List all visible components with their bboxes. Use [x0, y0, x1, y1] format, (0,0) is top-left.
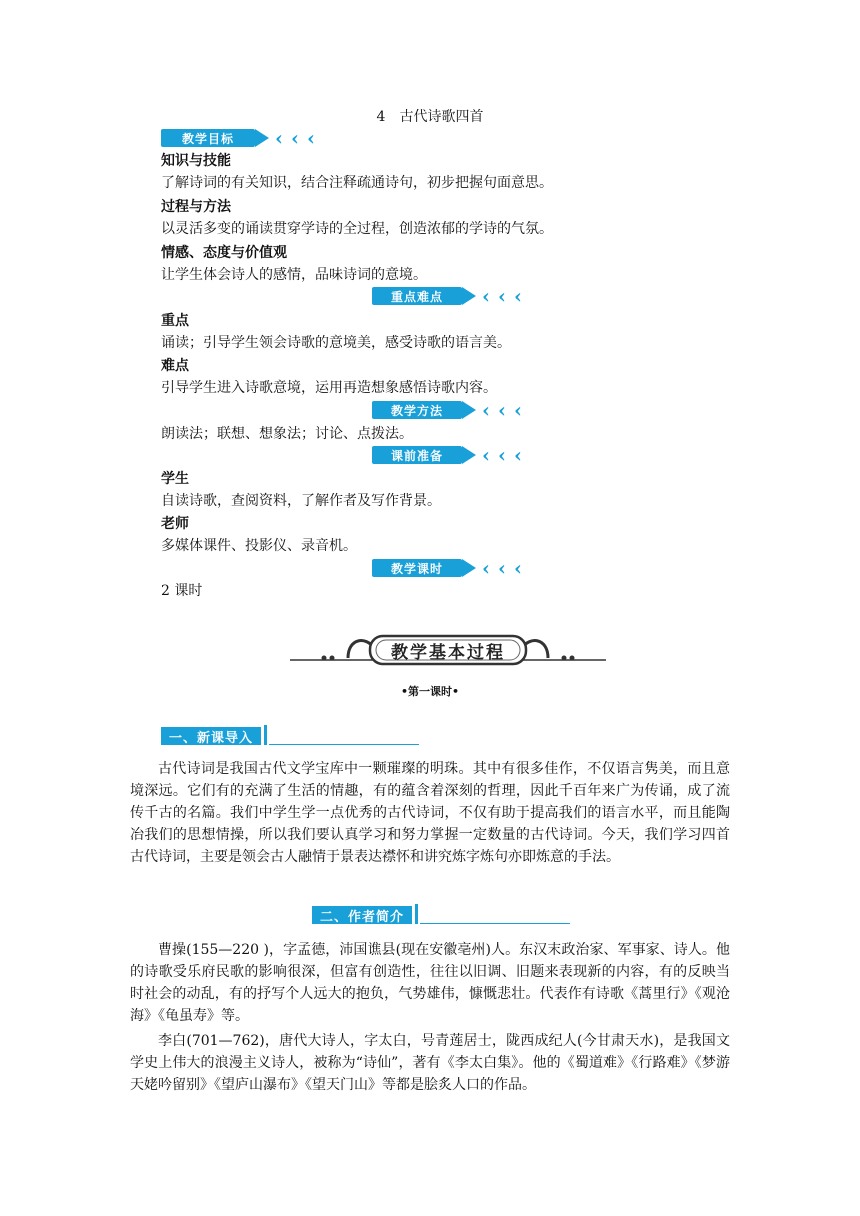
banner-goals	[161, 128, 323, 148]
text-difficulty: 引导学生进入诗歌意境，运用再造想象感悟诗歌内容。	[161, 380, 497, 396]
banner-hours-label: 教学课时	[372, 559, 462, 577]
chevron-icons	[482, 284, 530, 308]
chevron-left-icon: ‹	[514, 398, 522, 422]
lesson-title: 4 古代诗歌四首	[376, 109, 484, 125]
chevron-icons	[275, 126, 323, 150]
process-title-text: 教学基本过程	[391, 642, 505, 663]
section-author-heading	[312, 904, 570, 924]
text-key: 诵读；引导学生领会诗歌的意境美，感受诗歌的语言美。	[161, 335, 511, 351]
subhead-key: 重点	[161, 313, 189, 329]
chevron-left-icon: ‹	[514, 443, 522, 467]
intro-paragraph: 古代诗词是我国古代文学宝库中一颗璀璨的明珠。其中有很多佳作，不仅语言隽美，而且意境深远。它们有的充满了生活的情趣，有的蕴含着深刻的哲理，因此千百年来广为传诵，成了流传千古的名篇。我们中学生学一点优秀的古代诗词，不仅有助于提高我们的语言水平，而且能陶冶我们的思想情操，所以我们要认真学习和努力掌握一定数量的古代诗词。今天，我们学习四首古代诗词，主要是领会古人融情于景表达襟怀和讲究炼字炼句亦即炼意的手法。	[130, 761, 730, 865]
chevron-left-icon: ‹	[482, 556, 490, 580]
subhead-emotion: 情感、态度与价值观	[161, 245, 287, 261]
lesson-label: •第一课时•	[400, 685, 460, 698]
subhead-knowledge: 知识与技能	[161, 153, 231, 169]
chevron-left-icon: ‹	[482, 443, 490, 467]
chevron-left-icon: ‹	[291, 126, 299, 150]
chevron-left-icon: ‹	[307, 126, 315, 150]
banner-goals-label: 教学目标	[161, 129, 255, 147]
subhead-teacher: 老师	[161, 516, 189, 532]
banner-methods-label: 教学方法	[372, 401, 462, 419]
section-underline	[420, 923, 570, 924]
section-bar	[264, 725, 267, 745]
section-author-label: 二、作者简介	[312, 906, 412, 924]
chevron-left-icon: ‹	[498, 398, 506, 422]
text-teacher: 多媒体课件、投影仪、录音机。	[161, 538, 357, 554]
text-student: 自读诗歌，查阅资料，了解作者及写作背景。	[161, 493, 441, 509]
section-intro-label: 一、新课导入	[161, 727, 261, 745]
chevron-left-icon: ‹	[498, 556, 506, 580]
text-process: 以灵活多变的诵读贯穿学诗的全过程，创造浓郁的学诗的气氛。	[161, 221, 553, 237]
process-title-banner	[290, 628, 606, 672]
section-underline	[269, 744, 419, 745]
banner-methods	[372, 400, 530, 420]
chevron-left-icon: ‹	[514, 556, 522, 580]
subhead-difficulty: 难点	[161, 358, 189, 374]
chevron-left-icon: ‹	[482, 284, 490, 308]
banner-key-points	[372, 286, 530, 306]
chevron-icons	[482, 443, 530, 467]
section-bar	[415, 904, 418, 924]
chevron-left-icon: ‹	[498, 443, 506, 467]
banner-key-points-label: 重点难点	[372, 287, 462, 305]
chevron-left-icon: ‹	[482, 398, 490, 422]
banner-hours	[372, 558, 530, 578]
author-paragraph-libai: 李白(701—762)，唐代大诗人，字太白，号青莲居士，陇西成纪人(今甘肃天水)，是我国文学史上伟大的浪漫主义诗人，被称为“诗仙”，著有《李太白集》。他的《蜀道难》《行路难》《梦游天姥吟留别》《望庐山瀑布》《望天门山》等都是脍炙人口的作品。	[130, 1033, 730, 1093]
banner-prep-label: 课前准备	[372, 446, 462, 464]
author-paragraph-caocao: 曹操(155—220 )，字孟德，沛国谯县(现在安徽亳州)人。东汉末政治家、军事家、诗人。他的诗歌受乐府民歌的影响很深，但富有创造性，往往以旧调、旧题来表现新的内容，有的反映当时社会的动乱，有的抒写个人远大的抱负，气势雄伟，慷慨悲壮。代表作有诗歌《蒿里行》《观沧海》《龟虽寿》等。	[130, 942, 730, 1024]
text-knowledge: 了解诗词的有关知识，结合注释疏通诗句，初步把握句面意思。	[161, 175, 553, 191]
text-emotion: 让学生体会诗人的感情，品味诗词的意境。	[161, 267, 427, 283]
chevron-icons	[482, 556, 530, 580]
chevron-icons	[482, 398, 530, 422]
text-methods: 朗读法；联想、想象法；讨论、点拨法。	[161, 426, 413, 442]
chevron-left-icon: ‹	[275, 126, 283, 150]
subhead-process: 过程与方法	[161, 199, 231, 215]
banner-prep	[372, 445, 530, 465]
section-intro-heading	[161, 725, 419, 745]
text-hours: 2 课时	[161, 583, 203, 599]
subhead-student: 学生	[161, 471, 189, 487]
chevron-left-icon: ‹	[514, 284, 522, 308]
chevron-left-icon: ‹	[498, 284, 506, 308]
